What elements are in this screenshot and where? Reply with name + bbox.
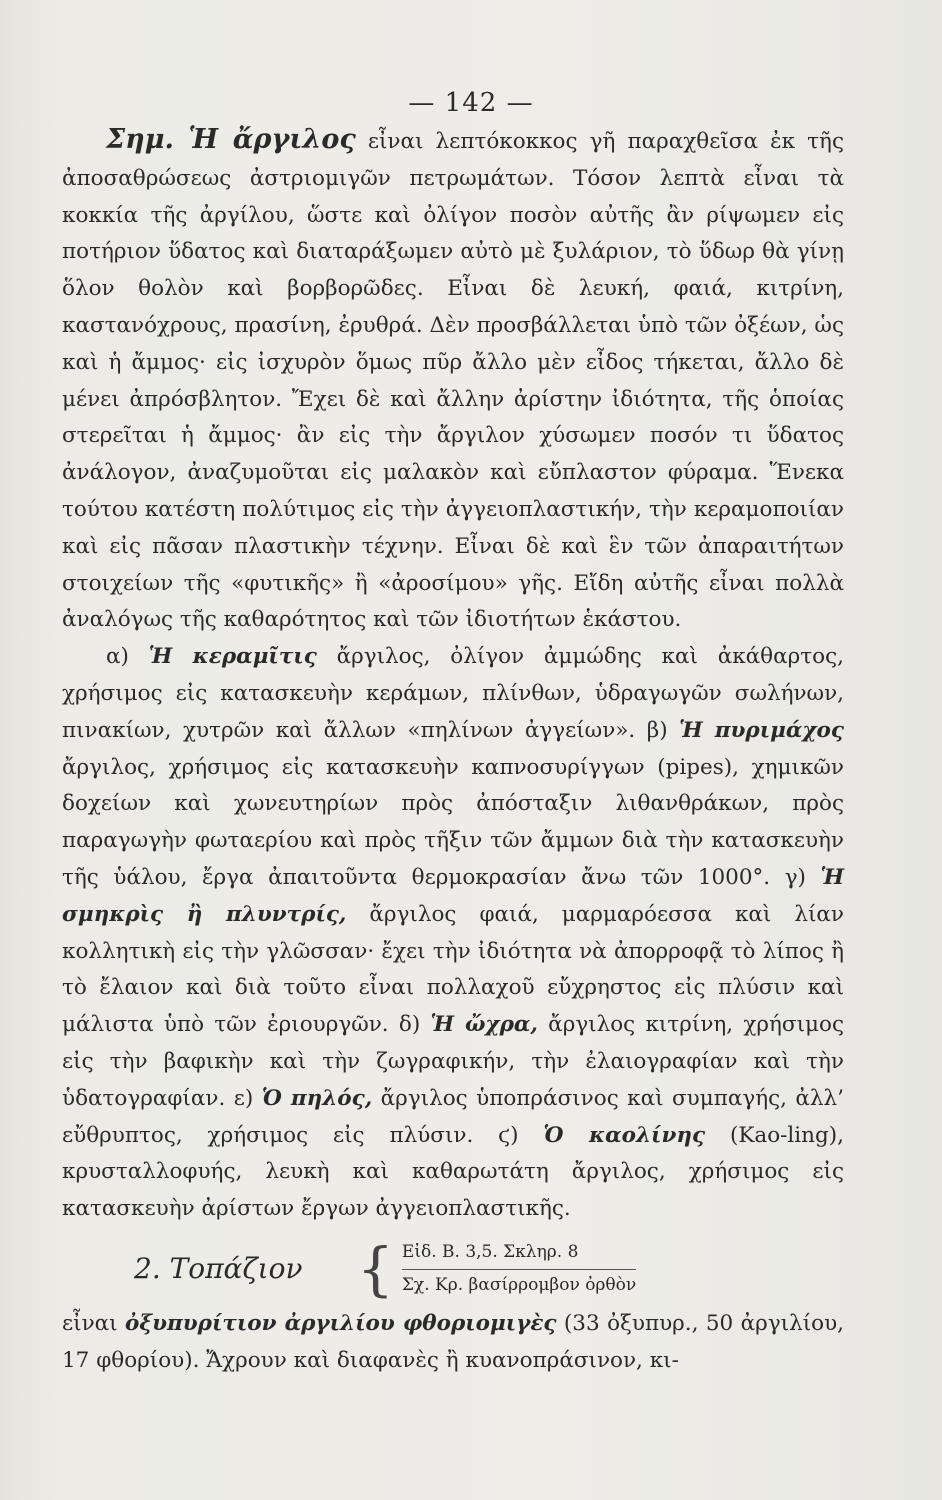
variety-a-label: α) [106,644,149,670]
variety-e-text: ἄργιλος ὑποπράσινος καὶ συμπαγής, ἀλλ’ εὔθρυπτος, χρήσιμος εἰς πλύσιν. [62,1085,844,1148]
topaz-text: (33 ὀξυπυρ., 50 ἀργιλίου, 17 φθορίου). Ἄχρουν καὶ διαφανὲς ἢ κυανοπράσινον, κι- [62,1310,845,1373]
variety-a-text: ἄργιλος, ὀλίγον ἀμμώδης καὶ ἀκάθαρτος, χρήσιμος εἰς κατασκευὴν κεράμων, πλίνθων, ὑδραγωγῶν σωλήνων, πινακίων, χυτρῶν καὶ ἄλλων «πηλίνων ἀγγείων». [62,644,845,743]
variety-e-label: ε) [233,1085,262,1111]
topaz-property-line-2: Σχ. Κρ. βασίρρομβον ὀρθὸν [401,1275,637,1296]
brace-glyph: { [357,1234,394,1303]
paragraph-note [62,122,844,639]
note-label: Σημ. [106,124,174,155]
variety-e-term: Ὁ πηλός, [261,1085,373,1111]
topaz-term: ὀξυπυρίτιον ἀργιλίου φθοριομιγὲς [125,1310,557,1336]
paragraph-varieties [62,639,844,1228]
variety-d-term: Ἡ ὤχρα, [430,1012,538,1038]
topaz-heading [62,1232,844,1306]
variety-f-term: Ὁ καολίνης [543,1122,706,1148]
topaz-property-line-1: Εἰδ. Β. 3,5. Σκληρ. 8 [402,1237,636,1270]
variety-d-label: δ) [398,1012,431,1038]
topaz-title: 2. Τοπάζιον [134,1251,303,1285]
variety-b-text: ἄργιλος, χρήσιμος εἰς κατασκευὴν καπνοσυρίγγων (pipes), χημικῶν δοχείων καὶ χωνευτηρίων πρὸς ἀπόσταξιν λιθανθράκων, πρὸς παραγωγὴν φωταερίου καὶ πρὸς τῆξιν τῶν ἄμμων διὰ τὴν κατασκευὴν τῆς ὑάλου, ἔργα ἀπαιτοῦντα θερμοκρασίαν ἄνω τῶν 1000°. [62,754,844,890]
note-text: εἶναι λεπτόκοκκος γῆ παραχθεῖσα ἐκ τῆς ἀποσαθρώσεως ἀστριομιγῶν πετρωμάτων. Τόσον λεπτὰ εἶναι τὰ κοκκία τῆς ἀργίλου, ὥστε καὶ ὀλίγον ποσὸν αὐτῆς ἂν ρίψωμεν εἰς ποτήριον ὕδατος καὶ διαταράξωμεν αὐτὸ μὲ ξυλάριον, τὸ ὕδωρ θὰ γίνῃ ὅλον θολὸν καὶ βορβορῶδες. Εἶναι δὲ λευκή, φαιά, κιτρίνη, καστανόχρους, πρασίνη, ἐρυθρά. Δὲν προσβάλλεται ὑπὸ τῶν ὀξέων, ὡς καὶ ἡ ἄμμος· εἰς ἰσχυρὸν ὅμως πῦρ ἄλλο μὲν εἶδος τήκεται, ἄλλο δὲ μένει ἀπρόσβλητον. Ἔχει δὲ καὶ ἄλλην ἀρίστην ἰδιότητα, τῆς ὁποίας στερεῖται ἡ ἄμμος· ἂν εἰς τὴν ἄργιλον χύσωμεν ποσόν τι ὕδατος ἀνάλογον, ἀναζυμοῦται εἰς μαλακὸν καὶ εὔπλαστον φύραμα. Ἕνεκα τούτου κατέστη πολύτιμος εἰς τὴν ἀγγειοπλαστικήν, τὴν κεραμοποιίαν καὶ εἰς πᾶσαν πλαστικὴν τέχνην. Εἶναι δὲ καὶ ἓν τῶν ἀπαραιτήτων στοιχείων τῆς «φυτικῆς» ἢ «ἀροσίμου» γῆς. Εἴδη αὐτῆς εἶναι πολλὰ ἀναλόγως τῆς καθαρότητος καὶ τῶν ἰδιοτήτων ἑκάστου. [62,129,844,633]
variety-c-label: γ) [784,864,821,890]
variety-f-label: ϛ) [498,1122,544,1148]
variety-a-term: Ἡ κεραμῖτις [148,644,317,670]
variety-b-term: Ἡ πυριμάχος [679,717,844,743]
variety-b-label: β) [646,717,680,743]
variety-c-term: Ἡ σμηκρὶς ἢ πλυντρίς, [62,864,845,927]
variety-d-text: ἄργιλος κιτρίνη, χρήσιμος εἰς τὴν βαφικὴν καὶ τὴν ζωγραφικήν, τὴν ἐλαιογραφίαν καὶ τὴν ὑδατογραφίαν. [62,1012,844,1111]
page-number: — 142 — [408,88,534,118]
topaz-text-start: εἶναι [62,1310,126,1336]
body-text [62,122,844,1380]
argillos-title: Ἡ ἄργιλος [173,124,356,155]
topaz-properties [402,1237,636,1300]
paragraph-topaz [62,1306,844,1380]
variety-f-text: (Kao-ling), κρυσταλλοφυής, λευκὴ καὶ καθαρωτάτη ἄργιλος, χρήσιμος εἰς κατασκευὴν ἀρίστων ἔργων ἀγγειοπλαστικῆς. [62,1122,845,1222]
variety-c-text: ἄργιλος φαιά, μαρμαρόεσσα καὶ λίαν κολλητικὴ εἰς τὴν γλῶσσαν· ἔχει τὴν ἰδιότητα νὰ ἀπορροφᾷ τὸ λίπος ἢ τὸ ἔλαιον καὶ διὰ τοῦτο εἶναι πολλαχοῦ εὔχρηστος εἰς πλύσιν καὶ μάλιστα ὑπὸ τῶν ἐριουργῶν. [62,901,844,1038]
